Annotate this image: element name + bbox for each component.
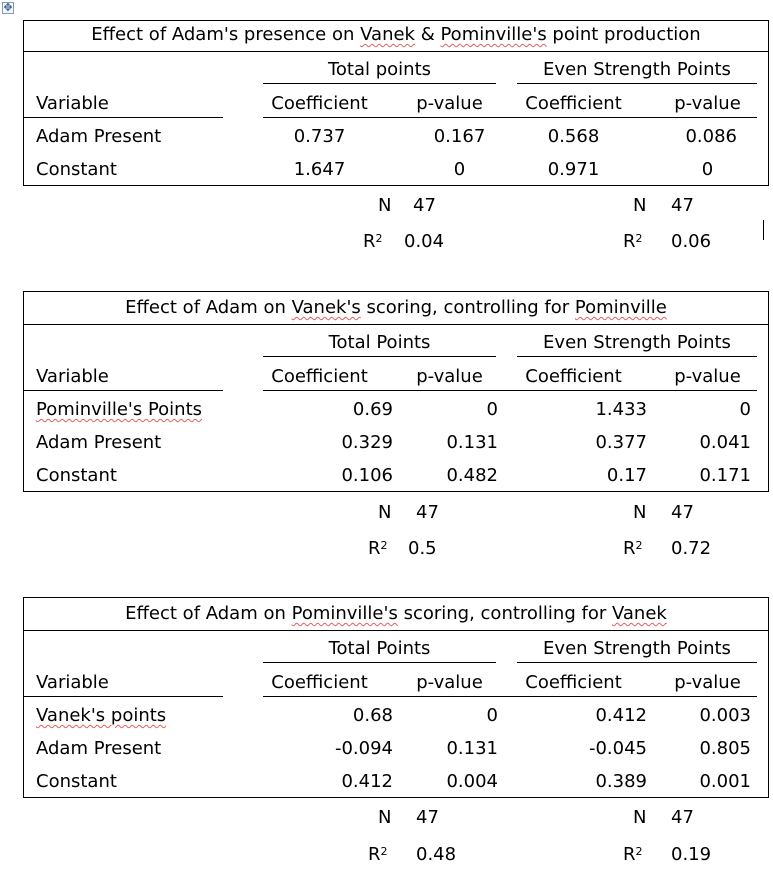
col-header-variable: Variable — [36, 366, 109, 387]
coef-cell: 1.647 — [293, 159, 346, 180]
row-label: Adam Present — [36, 432, 162, 453]
n-label: N — [378, 807, 392, 828]
col-header-variable: Variable — [36, 672, 109, 693]
r-squared-value: 0.19 — [671, 844, 712, 865]
p-value-cell: 0.086 — [685, 126, 737, 147]
title-rule — [23, 324, 769, 325]
r-squared-label: $R^2$ — [363, 231, 383, 252]
coef-cell: 0.377 — [595, 432, 647, 453]
n-label: N — [378, 502, 392, 523]
p-value-cell: 0 — [486, 705, 498, 726]
n-label: N — [633, 195, 647, 216]
coef-cell: 0.568 — [547, 126, 600, 147]
header-rule — [263, 696, 757, 697]
title-rule — [23, 630, 769, 631]
title-rule — [23, 51, 769, 52]
col-header-p-value: p-value — [416, 93, 483, 114]
p-value-cell: 0.131 — [446, 738, 498, 759]
p-value-cell: 0.167 — [433, 126, 486, 147]
n-value: 47 — [413, 195, 436, 216]
group-header-even-strength: Even Strength Points — [543, 638, 731, 659]
coef-cell: 0.329 — [341, 432, 393, 453]
coef-cell: 1.433 — [595, 399, 647, 420]
row-label: Adam Present — [36, 126, 162, 147]
r-squared-value: 0.48 — [416, 844, 457, 865]
col-header-coefficient: Coefficient — [525, 672, 622, 693]
col-header-variable: Variable — [36, 93, 109, 114]
n-value: 47 — [416, 807, 439, 828]
p-value-cell: 0 — [739, 399, 751, 420]
group-rule — [517, 356, 757, 357]
n-value: 47 — [671, 807, 694, 828]
p-value-cell: 0.131 — [446, 432, 498, 453]
r-squared-value: 0.04 — [404, 231, 445, 252]
header-rule — [23, 696, 223, 697]
table-title: Effect of Adam's presence on Vanek & Pominville's point production — [91, 24, 701, 45]
group-header-even-strength: Even Strength Points — [543, 332, 731, 353]
coef-cell: 0.971 — [547, 159, 600, 180]
row-label: Constant — [36, 159, 117, 180]
group-header-total: Total Points — [328, 638, 431, 659]
p-value-cell: 0.171 — [699, 465, 751, 486]
header-rule — [23, 117, 223, 118]
table-border — [23, 597, 769, 798]
p-value-cell: 0 — [701, 159, 714, 180]
group-rule — [517, 662, 757, 663]
header-rule — [263, 117, 757, 118]
row-label: Adam Present — [36, 738, 162, 759]
table-border — [23, 291, 769, 492]
text-cursor — [763, 220, 764, 240]
p-value-cell: 0 — [453, 159, 466, 180]
p-value-cell: 0.001 — [699, 771, 751, 792]
coef-cell: 0.389 — [595, 771, 647, 792]
n-value: 47 — [671, 195, 694, 216]
coef-cell: 0.106 — [341, 465, 393, 486]
p-value-cell: 0.003 — [699, 705, 751, 726]
r-squared-label: $R^2$ — [368, 844, 388, 865]
row-label: Vanek's points — [36, 705, 167, 726]
r-squared-label: $R^2$ — [623, 231, 643, 252]
header-rule — [23, 390, 223, 391]
header-rule — [263, 390, 757, 391]
group-header-even-strength: Even Strength Points — [543, 59, 731, 80]
p-value-cell: 0.805 — [699, 738, 751, 759]
group-header-total: Total points — [327, 59, 432, 80]
r-squared-value: 0.5 — [408, 538, 437, 559]
col-header-p-value: p-value — [416, 366, 483, 387]
coef-cell: 0.737 — [293, 126, 346, 147]
col-header-coefficient: Coefficient — [271, 93, 368, 114]
col-header-coefficient: Coefficient — [525, 366, 622, 387]
coef-cell: 0.69 — [352, 399, 393, 420]
r-squared-value: 0.72 — [671, 538, 712, 559]
table-move-handle-icon[interactable]: ✥ — [3, 1, 13, 14]
n-label: N — [633, 502, 647, 523]
col-header-p-value: p-value — [674, 93, 741, 114]
r-squared-label: $R^2$ — [623, 844, 643, 865]
table-title: Effect of Adam on Vanek's scoring, controlling for Pominville — [125, 297, 667, 318]
table-title: Effect of Adam on Pominville's scoring, controlling for Vanek — [125, 603, 667, 624]
row-label: Constant — [36, 771, 117, 792]
p-value-cell: 0 — [486, 399, 498, 420]
coef-cell: 0.17 — [606, 465, 647, 486]
n-label: N — [633, 807, 647, 828]
row-label: Pominville's Points — [36, 399, 203, 420]
col-header-coefficient: Coefficient — [271, 366, 368, 387]
group-rule — [263, 83, 496, 84]
col-header-p-value: p-value — [674, 366, 741, 387]
col-header-p-value: p-value — [416, 672, 483, 693]
r-squared-value: 0.06 — [671, 231, 712, 252]
group-rule — [263, 662, 496, 663]
group-rule — [263, 356, 496, 357]
n-value: 47 — [416, 502, 439, 523]
col-header-p-value: p-value — [674, 672, 741, 693]
group-header-total: Total Points — [328, 332, 431, 353]
coef-cell: 0.412 — [595, 705, 647, 726]
p-value-cell: 0.004 — [446, 771, 498, 792]
row-label: Constant — [36, 465, 117, 486]
col-header-coefficient: Coefficient — [525, 93, 622, 114]
p-value-cell: 0.041 — [699, 432, 751, 453]
r-squared-label: $R^2$ — [623, 538, 643, 559]
coef-cell: -0.094 — [334, 738, 393, 759]
r-squared-label: $R^2$ — [368, 538, 388, 559]
coef-cell: 0.68 — [352, 705, 393, 726]
group-rule — [517, 83, 757, 84]
n-value: 47 — [671, 502, 694, 523]
col-header-coefficient: Coefficient — [271, 672, 368, 693]
p-value-cell: 0.482 — [446, 465, 498, 486]
coef-cell: -0.045 — [588, 738, 647, 759]
n-label: N — [378, 195, 392, 216]
coef-cell: 0.412 — [341, 771, 393, 792]
